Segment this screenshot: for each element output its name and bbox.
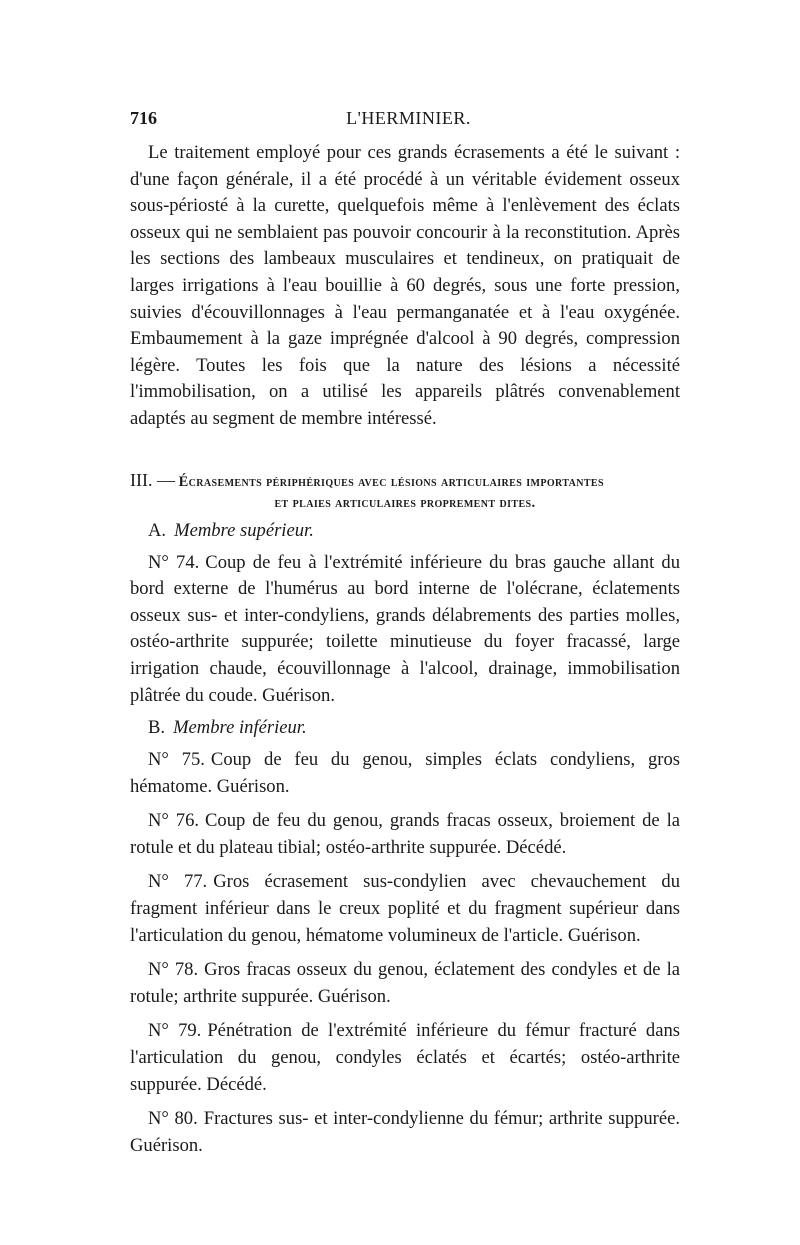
case-entry (130, 747, 680, 800)
case-text: Coup de feu à l'extrémité inférieure du bras gauche allant du bord externe de l'humérus au bord interne de l'olécrane, éclatements osseux sus- et inter-condyliens, grands délabrements des parties molles, ostéo-arthrite suppurée; toilette minutieuse du foyer fracassé, large irrigation chaude, écouvillonnage à l'alcool, drainage, immobilisation plâtrée du coude. Guérison. (130, 551, 680, 706)
subsection-heading-a (148, 520, 680, 542)
case-text: Gros fracas osseux du genou, éclatement des condyles et de la rotule; arthrite suppurée. Guérison. (130, 959, 680, 1007)
case-number: N° 79. (148, 1020, 202, 1042)
case-text: Coup de feu du genou, grands fracas osseux, broiement de la rotule et du plateau tibial; ostéo-arthrite suppurée. Décédé. (130, 810, 680, 858)
case-text: Fractures sus- et inter-condylienne du fémur; arthrite suppurée. Guérison. (130, 1108, 680, 1156)
case-number: N° 74. (148, 551, 200, 573)
subsection-heading-b (148, 717, 680, 739)
running-title: L'HERMINIER. (346, 108, 471, 128)
subsection-title: Membre supérieur. (174, 519, 314, 541)
case-entry (130, 808, 680, 861)
section-title-line2: et plaies articulaires proprement dites. (274, 494, 536, 511)
page-number: 716 (130, 108, 157, 128)
case-entry (130, 550, 680, 710)
case-entry (130, 1018, 680, 1098)
case-entry (130, 957, 680, 1010)
intro-paragraph: Le traitement employé pour ces grands écrasements a été le suivant : d'une façon générale, il a été procédé à un véritable évidement osseux sous-périosté à la curette, quelquefois même à l'enlèvement des éclats osseux qui ne semblaient pas pouvoir concourir à la reconstitution. Après les sections des lambeaux musculaires et tendineux, on pratiquait de larges irrigations à l'eau bouillie à 60 degrés, sous une forte pression, suivies d'écouvillonnages à l'eau permanganatée et à l'eau oxygénée. Embaumement à la gaze imprégnée d'alcool à 90 degrés, compression légère. Toutes les fois que la nature des lésions a nécessité l'immobilisation, on a utilisé les appareils plâtrés convenablement adaptés au segment de membre intéressé. (130, 142, 680, 429)
case-number: N° 76. (148, 810, 200, 832)
subsection-label: B. (148, 717, 166, 739)
case-number: N° 77. (148, 871, 208, 893)
case-number: N° 75. (148, 749, 205, 771)
case-text: Gros écrasement sus-condylien avec chevauchement du fragment inférieur dans le creux poplité et du fragment supérieur dans l'articulation du genou, hématome volumineux de l'article. Guérison. (130, 871, 680, 946)
case-number: N° 78. (148, 959, 199, 981)
case-text: Coup de feu du genou, simples éclats condyliens, gros hématome. Guérison. (130, 749, 680, 797)
section-title-line1: Écrasements périphériques avec lésions articulaires importantes (178, 473, 604, 490)
case-number: N° 80. (148, 1108, 198, 1130)
page-header (130, 108, 680, 134)
section-heading (130, 467, 680, 495)
section-number: III. — (130, 469, 175, 490)
subsection-title: Membre inférieur. (173, 717, 307, 739)
case-entry (130, 1106, 680, 1159)
subsection-label: A. (148, 519, 167, 541)
book-page (130, 108, 680, 1167)
case-text: Pénétration de l'extrémité inférieure du fémur fracturé dans l'articulation du genou, condyles éclatés et écartés; ostéo-arthrite suppurée. Décédé. (130, 1020, 680, 1095)
case-entry (130, 869, 680, 949)
